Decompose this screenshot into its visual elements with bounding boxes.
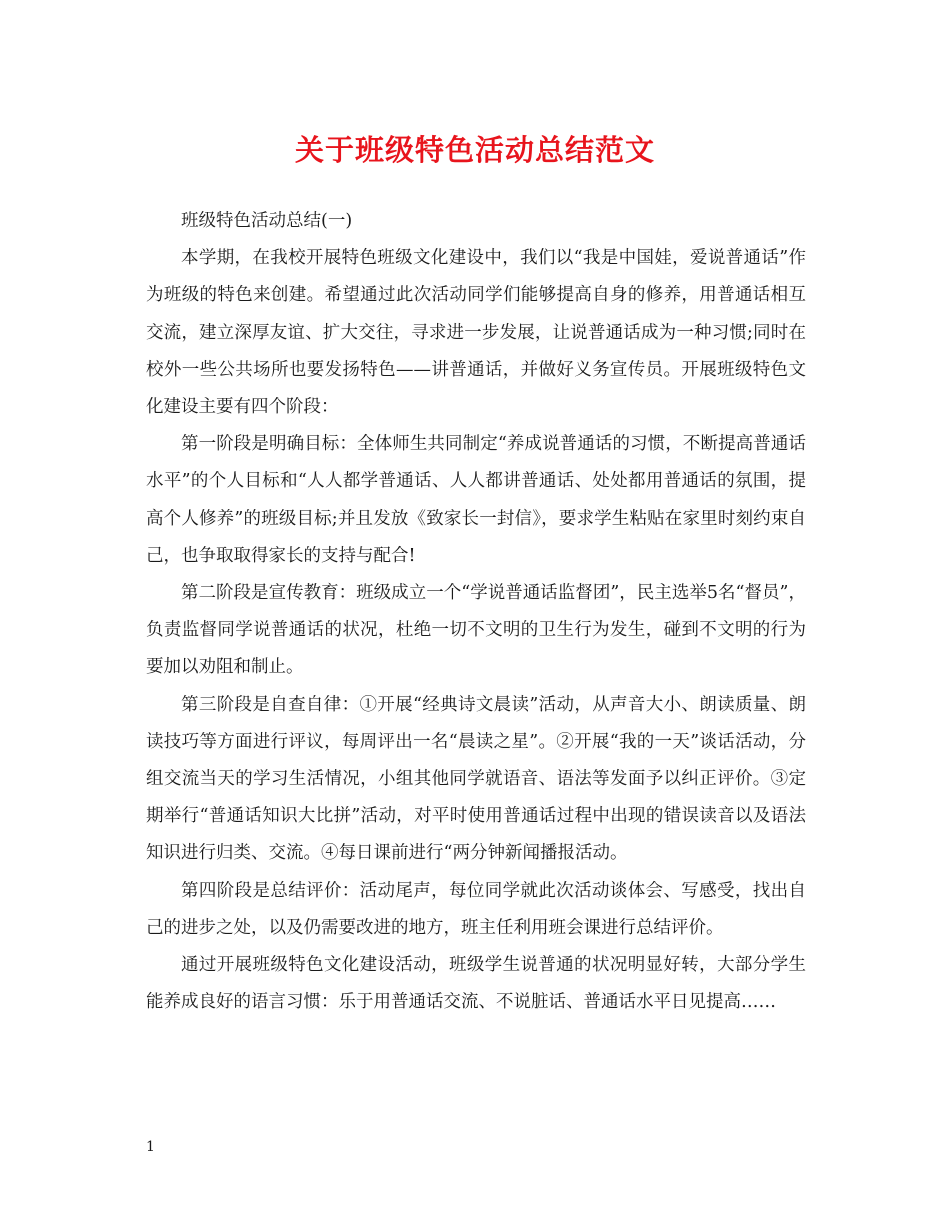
document-title: 关于班级特色活动总结范文 xyxy=(294,133,655,167)
section-heading: 班级特色活动总结(一) xyxy=(181,211,353,231)
paragraph-stage-three: 第三阶段是自查自律：①开展“经典诗文晨读”活动，从声音大小、朗读质量、朗读技巧等方面进行评议，每周评出一名“晨读之星”。②开展“我的一天”谈话活动，分组交流当天的学习生活情况，小组其他同学就语音、语法等发面予以纠正评价。③定期举行“普通话知识大比拼”活动，对平时使用普通话过程中出现的错误读音以及语法知识进行归类、交流。④每日课前进行“两分钟新闻播报活动。 xyxy=(146,694,806,864)
paragraph-stage-two: 第二阶段是宣传教育：班级成立一个“学说普通话监督团”，民主选举5名“督员”，负责监督同学说普通话的状况，杜绝一切不文明的卫生行为发生，碰到不文明的行为要加以劝阻和制止。 xyxy=(146,583,806,678)
paragraph-intro: 本学期，在我校开展特色班级文化建设中，我们以“我是中国娃，爱说普通话”作为班级的特色来创建。希望通过此次活动同学们能够提高自身的修养，用普通话相互交流，建立深厚友谊、扩大交往，寻求进一步发展，让说普通话成为一种习惯;同时在校外一些公共场所也要发扬特色——讲普通话，并做好义务宣传员。开展班级特色文化建设主要有四个阶段： xyxy=(146,248,806,418)
page-number: 1 xyxy=(146,1139,155,1155)
paragraph-stage-one: 第一阶段是明确目标：全体师生共同制定“养成说普通话的习惯，不断提高普通话水平”的个人目标和“人人都学普通话、人人都讲普通话、处处都用普通话的氛围，提高个人修养”的班级目标;并且发放《致家长一封信》，要求学生粘贴在家里时刻约束自己，也争取取得家长的支持与配合! xyxy=(146,434,806,566)
document-body xyxy=(146,203,806,1021)
paragraph-conclusion: 通过开展班级特色文化建设活动，班级学生说普通的状况明显好转，大部分学生能养成良好的语言习惯：乐于用普通话交流、不说脏话、普通话水平日见提高…… xyxy=(146,955,806,1013)
paragraph-stage-four: 第四阶段是总结评价：活动尾声，每位同学就此次活动谈体会、写感受，找出自己的进步之处，以及仍需要改进的地方，班主任利用班会课进行总结评价。 xyxy=(146,880,806,938)
